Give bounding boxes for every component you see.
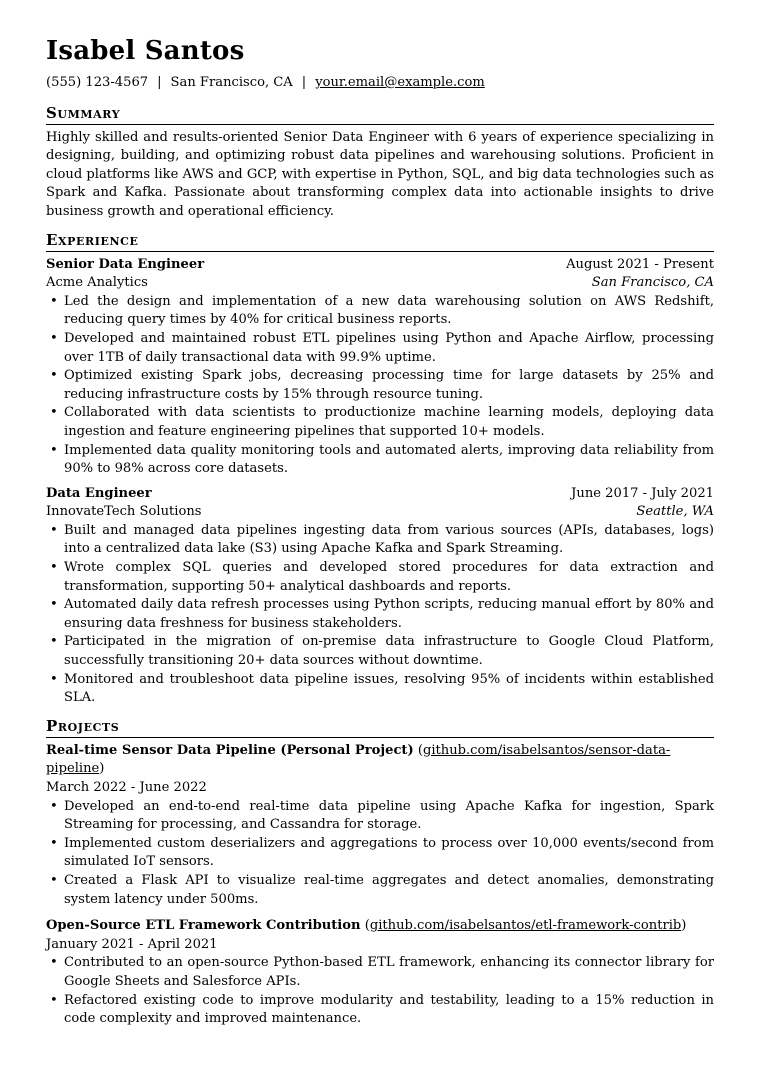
job-bullets — [46, 293, 714, 479]
job-header — [46, 485, 714, 504]
contact-separator: | — [157, 75, 162, 90]
candidate-name: Isabel Santos — [46, 36, 245, 66]
section-title-summary: Summary — [46, 103, 714, 125]
job-header — [46, 256, 714, 275]
job-location: Seattle, WA — [636, 504, 714, 520]
summary-section — [46, 103, 714, 222]
project-entry — [46, 917, 714, 1029]
project-bullets — [46, 798, 714, 910]
job-role: Data Engineer — [46, 485, 152, 501]
project-link[interactable]: github.com/isabelsantos/sensor-data-pipeline — [46, 742, 671, 777]
bullet-item: • Built and managed data pipelines ingesting data from various sources (APIs, databases, logs) into a centralized data lake (S3) using Apache Kafka and Spark Streaming. — [46, 522, 714, 559]
project-link[interactable]: github.com/isabelsantos/etl-framework-contrib — [369, 918, 682, 934]
project-name: Real-time Sensor Data Pipeline (Personal Project) — [46, 742, 414, 758]
bullet-item: • Collaborated with data scientists to productionize machine learning models, deploying data ingestion and feature engineering pipelines that supported 10+ models. — [46, 404, 714, 441]
bullet-item: • Refactored existing code to improve modularity and testability, leading to a 15% reduction in code complexity and improved maintenance. — [46, 992, 714, 1029]
job-role: Senior Data Engineer — [46, 256, 205, 272]
location: San Francisco, CA — [170, 75, 293, 90]
projects-section — [46, 716, 714, 1029]
project-entry — [46, 742, 714, 909]
bullet-item: • Led the design and implementation of a new data warehousing solution on AWS Redshift, reducing query times by 40% for critical business reports. — [46, 293, 714, 330]
section-title-projects: Projects — [46, 716, 714, 738]
bullet-item: • Created a Flask API to visualize real-time aggregates and detect anomalies, demonstrating system latency under 500ms. — [46, 872, 714, 909]
bullet-item: • Developed and maintained robust ETL pipelines using Python and Apache Airflow, processing over 1TB of daily transactional data with 99.9% uptime. — [46, 330, 714, 367]
summary-text: Highly skilled and results-oriented Senior Data Engineer with 6 years of experience specializing in designing, building, and optimizing robust data pipelines and warehousing solutions. Proficient in cloud platforms like AWS and GCP, with expertise in Python, SQL, and big data technologies such as Spark and Kafka. Passionate about transforming complex data into actionable insights to drive business growth and operational efficiency. — [46, 129, 714, 219]
job-dates: August 2021 - Present — [566, 256, 714, 272]
bullet-item: • Implemented custom deserializers and aggregations to process over 10,000 events/second from simulated IoT sensors. — [46, 835, 714, 872]
bullet-item: • Implemented data quality monitoring tools and automated alerts, improving data reliability from 90% to 98% across core datasets. — [46, 442, 714, 479]
phone-number: (555) 123-4567 — [46, 75, 149, 90]
job-entry — [46, 256, 714, 479]
project-dates: March 2022 - June 2022 — [46, 780, 207, 795]
project-bullets — [46, 954, 714, 1028]
job-entry — [46, 485, 714, 708]
job-subheader — [46, 503, 714, 522]
contact-separator: | — [301, 75, 307, 90]
bullet-item: • Wrote complex SQL queries and developed stored procedures for data extraction and transformation, supporting 50+ analytical dashboards and reports. — [46, 559, 714, 596]
bullet-item: • Developed an end-to-end real-time data pipeline using Apache Kafka for ingestion, Spark Streaming for processing, and Cassandra for storage. — [46, 798, 714, 835]
job-dates: June 2017 - July 2021 — [571, 485, 714, 501]
job-bullets — [46, 522, 714, 708]
project-header: Real-time Sensor Data Pipeline (Personal Project) (github.com/isabelsantos/sensor-data-pipeline) — [46, 742, 671, 777]
bullet-item: • Automated daily data refresh processes using Python scripts, reducing manual effort by 80% and ensuring data freshness for business stakeholders. — [46, 596, 714, 633]
contact-line — [46, 74, 714, 93]
job-subheader — [46, 274, 714, 293]
project-dates: January 2021 - April 2021 — [46, 936, 218, 952]
project-header: Open-Source ETL Framework Contribution (github.com/isabelsantos/etl-framework-contrib) January 2021 - April 2021 — [46, 918, 687, 952]
job-location: San Francisco, CA — [591, 275, 714, 291]
job-company: Acme Analytics — [46, 275, 148, 291]
experience-section — [46, 230, 714, 708]
project-name: Open-Source ETL Framework Contribution — [46, 918, 361, 934]
section-title-experience: Experience — [46, 230, 714, 252]
bullet-item: • Monitored and troubleshoot data pipeline issues, resolving 95% of incidents within established SLA. — [46, 671, 714, 708]
bullet-item: • Optimized existing Spark jobs, decreasing processing time for large datasets by 25% and reducing infrastructure costs by 15% through resource tuning. — [46, 367, 714, 404]
bullet-item: • Participated in the migration of on-premise data infrastructure to Google Cloud Platform, successfully transitioning 20+ data sources without downtime. — [46, 633, 714, 670]
job-company: InnovateTech Solutions — [46, 504, 202, 520]
bullet-item: • Contributed to an open-source Python-based ETL framework, enhancing its connector library for Google Sheets and Salesforce APIs. — [46, 954, 714, 991]
email-link[interactable]: your.email@example.com — [315, 75, 485, 90]
